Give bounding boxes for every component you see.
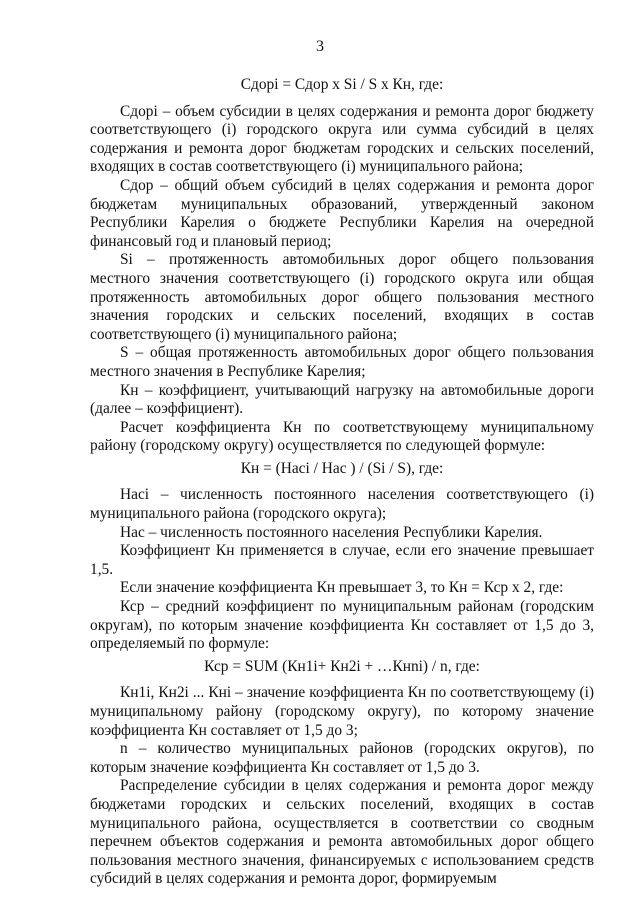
distribution-paragraph: Распределение субсидии в целях содержания и ремонта дорог между бюджетами городских и сельских поселений, входящих в состав муниципального района, осуществляется в соответствии со сводным перечнем объектов содержания и ремонта автомобильных дорог общего пользования местного значения, финансируемых с использованием средств субсидий в целях содержания и ремонта дорог, формируемым (90, 777, 594, 888)
definition-sdor: Сдор – общий объем субсидий в целях содержания и ремонта дорог бюджетам муниципальных образований, утвержденный законом Республики Карелия о бюджете Республики Карелия на очередной финансовый год и плановый период; (90, 176, 594, 250)
kn-application-rule: Коэффициент Кн применяется в случае, если его значение превышает 1,5. (90, 542, 594, 578)
formula-kn: Кн = (Насi / Нас ) / (Si / S), где: (240, 459, 444, 477)
definition-sdor-i: Сдорi – объем субсидии в целях содержания и ремонта дорог бюджету соответствующего (i) городского округа или сумма субсидий в целях содержания и ремонта дорог бюджетам городских и сельских поселений, входящих в состав соответствующего (i) муниципального района; (90, 102, 594, 176)
page-number: 3 (316, 38, 324, 55)
definition-nas: Нас – численность постоянного населения Республики Карелия. (120, 523, 543, 541)
kn-calculation-intro: Расчет коэффициента Кн по соответствующему муниципальному району (городскому округу) осуществляется по следующей формуле: (90, 418, 594, 455)
formula-subsidy: Сдорi = Сдор х Si / S х Кн, где: (240, 76, 444, 93)
definition-kn-values: Кн1i, Кн2i ... Кнi – значение коэффициента Кн по соответствующему (i) муниципальному району (городскому округу), по которому значение коэффициента Кн составляет от 1,5 до 3; (90, 684, 594, 739)
formula-ksr: Кср = SUM (Кн1i+ Кн2i + …Кнni) / n, где: (204, 657, 480, 675)
definition-n: n – количество муниципальных районов (городских округов), по которым значение коэффициента Кн составляет от 1,5 до 3. (90, 740, 594, 776)
definition-s: S – общая протяженность автомобильных дорог общего пользования местного значения в Республике Карелия; (90, 344, 594, 380)
definition-si: Si – протяженность автомобильных дорог общего пользования местного значения соответствующего (i) городского округа или общая протяженность автомобильных дорог общего пользования местного значения городских и сельских поселений, входящих в состав соответствующего (i) муниципального района; (90, 251, 594, 343)
definition-nas-i: Насi – численность постоянного населения соответствующего (i) муниципального района (городского округа); (90, 486, 594, 523)
kn-cap-rule: Если значение коэффициента Кн превышает 3, то Кн = Кср х 2, где: (120, 579, 564, 597)
definition-kn: Кн – коэффициент, учитывающий нагрузку на автомобильные дороги (далее – коэффициент). (90, 381, 594, 418)
definition-ksr: Кср – средний коэффициент по муниципальным районам (городским округам), по которым значение коэффициента Кн составляет от 1,5 до 3, определяемый по формуле: (90, 598, 594, 653)
document-body (90, 72, 594, 889)
